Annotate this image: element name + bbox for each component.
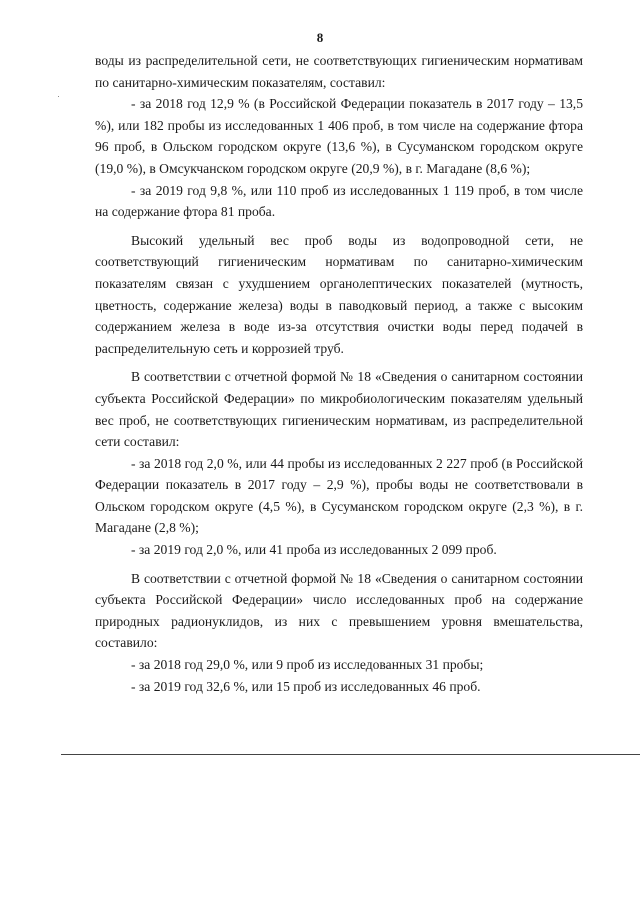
document-body [95,50,583,697]
paragraph-2: - за 2018 год 12,9 % (в Российской Федерации показатель в 2017 году – 13,5 %), или 182 пробы из исследованных 1 406 проб, в том числе на содержание фтора 96 проб, в Ольском городском округе (13,6 %), в Сусуманском городском округе (19,0 %), в Омсукчанском городском округе (20,9 %), в г. Магадане (8,6 %); [95,96,583,176]
page-number: 8 [316,30,324,45]
paragraph-10: - за 2019 год 32,6 %, или 15 проб из исследованных 46 проб. [131,678,481,694]
paragraph-7: - за 2019 год 2,0 %, или 41 проба из исследованных 2 099 проб. [131,542,497,558]
paragraph-3: - за 2019 год 9,8 %, или 110 проб из исследованных 1 119 проб, в том числе на содержание фтора 81 проба. [95,182,583,220]
paragraph-4: Высокий удельный вес проб воды из водопроводной сети, не соответствующий гигиеническим нормативам по санитарно-химическим показателям связан с ухудшением органолептических показателей (мутность, цветность, содержание железа) воды в паводковый период, а также с высоким содержанием железа в воде из-за отсутствия очистки воды перед подачей в распределительную сеть и коррозией труб. [95,232,583,356]
scan-speck [58,96,59,97]
paragraph-9: - за 2018 год 29,0 %, или 9 проб из исследованных 31 пробы; [131,657,484,673]
paragraph-6: - за 2018 год 2,0 %, или 44 пробы из исследованных 2 227 проб (в Российской Федерации показатель в 2017 году – 2,9 %), пробы воды не соответствовали в Ольском городском округе (4,5 %), в Сусуманском городском округе (2,3 %), в г. Магадане (2,8 %); [95,455,583,536]
paragraph-1: воды из распределительной сети, не соответствующих гигиеническим нормативам по санитарно-химическим показателям, составил: [95,53,583,90]
paragraph-5: В соответствии с отчетной формой № 18 «Сведения о санитарном состоянии субъекта Российской Федерации» по микробиологическим показателям удельный вес проб, не соответствующих гигиеническим нормативам, из распределительной сети составил: [95,369,583,450]
footer-divider [61,754,640,755]
paragraph-8: В соответствии с отчетной формой № 18 «Сведения о санитарном состоянии субъекта Российской Федерации» число исследованных проб на содержание природных радионуклидов, из них с превышением уровня вмешательства, составило: [95,570,583,651]
